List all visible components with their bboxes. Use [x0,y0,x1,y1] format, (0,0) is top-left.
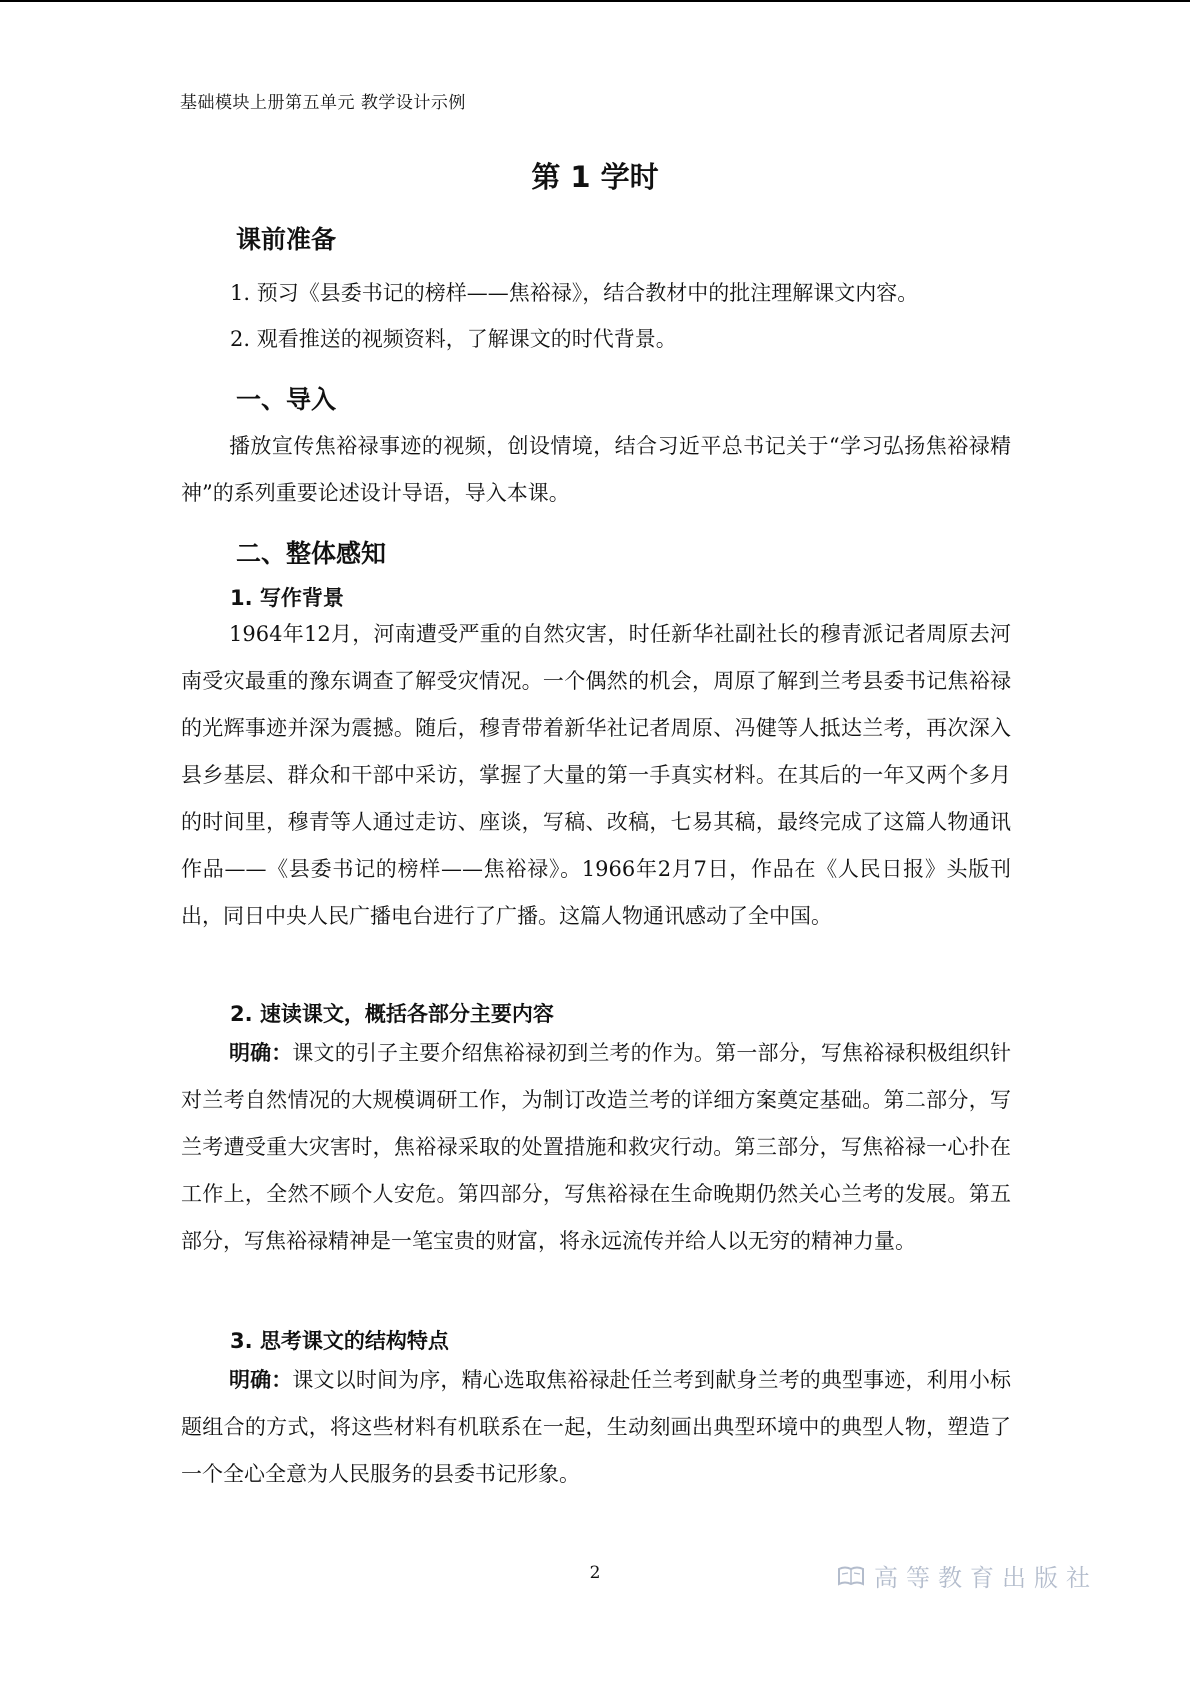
section-2-paragraph [181,1030,1011,1265]
book-icon [838,1565,864,1587]
section-3-paragraph [181,1357,1011,1498]
publisher-name: 高等教育出版社 [874,1564,1098,1592]
intro-heading: 一、导入 [236,385,337,414]
section-1-title: 1. 写作背景 [230,586,344,610]
section-3-text: 课文以时间为序，精心选取焦裕禄赴任兰考到献身兰考的典型事迹，利用小标题组合的方式，将这些材料有机联系在一起，生动刻画出典型环境中的典型人物，塑造了一个全心全意为人民服务的县委书记形象。 [181,1368,1012,1486]
prep-item-2: 2. 观看推送的视频资料，了解课文的时代背景。 [230,327,677,351]
page-number: 2 [589,1563,601,1583]
section-2-title: 2. 速读课文，概括各部分主要内容 [230,1002,554,1026]
prep-item-1: 1. 预习《县委书记的榜样——焦裕禄》，结合教材中的批注理解课文内容。 [230,281,919,305]
running-header: 基础模块上册第五单元 教学设计示例 [180,93,466,113]
overview-heading: 二、整体感知 [236,539,387,568]
section-2-lead: 明确： [229,1041,293,1065]
intro-paragraph: 播放宣传焦裕禄事迹的视频，创设情境，结合习近平总书记关于“学习弘扬焦裕禄精神”的系列重要论述设计导语，导入本课。 [181,434,1011,505]
section-3-lead: 明确： [229,1368,293,1392]
prep-heading: 课前准备 [236,225,337,254]
section-3-title: 3. 思考课文的结构特点 [230,1329,449,1353]
publisher-logo [838,1558,1098,1593]
section-1-paragraph: 1964年12月，河南遭受严重的自然灾害，时任新华社副社长的穆青派记者周原去河南受灾最重的豫东调查了解受灾情况。一个偶然的机会，周原了解到兰考县委书记焦裕禄的光辉事迹并深为震撼。随后，穆青带着新华社记者周原、冯健等人抵达兰考，再次深入县乡基层、群众和干部中采访，掌握了大量的第一手真实材料。在其后的一年又两个多月的时间里，穆青等人通过走访、座谈，写稿、改稿，七易其稿，最终完成了这篇人物通讯作品——《县委书记的榜样——焦裕禄》。1966年2月7日，作品在《人民日报》头版刊出，同日中央人民广播电台进行了广播。这篇人物通讯感动了全中国。 [181,622,1011,928]
page-title: 第 1 学时 [531,160,659,194]
section-2-text: 课文的引子主要介绍焦裕禄初到兰考的作为。第一部分，写焦裕禄积极组织针对兰考自然情况的大规模调研工作，为制订改造兰考的详细方案奠定基础。第二部分，写兰考遭受重大灾害时，焦裕禄采取的处置措施和救灾行动。第三部分，写焦裕禄一心扑在工作上，全然不顾个人安危。第四部分，写焦裕禄在生命晚期仍然关心兰考的发展。第五部分，写焦裕禄精神是一笔宝贵的财富，将永远流传并给人以无穷的精神力量。 [181,1041,1012,1253]
top-rule [0,0,1190,2]
